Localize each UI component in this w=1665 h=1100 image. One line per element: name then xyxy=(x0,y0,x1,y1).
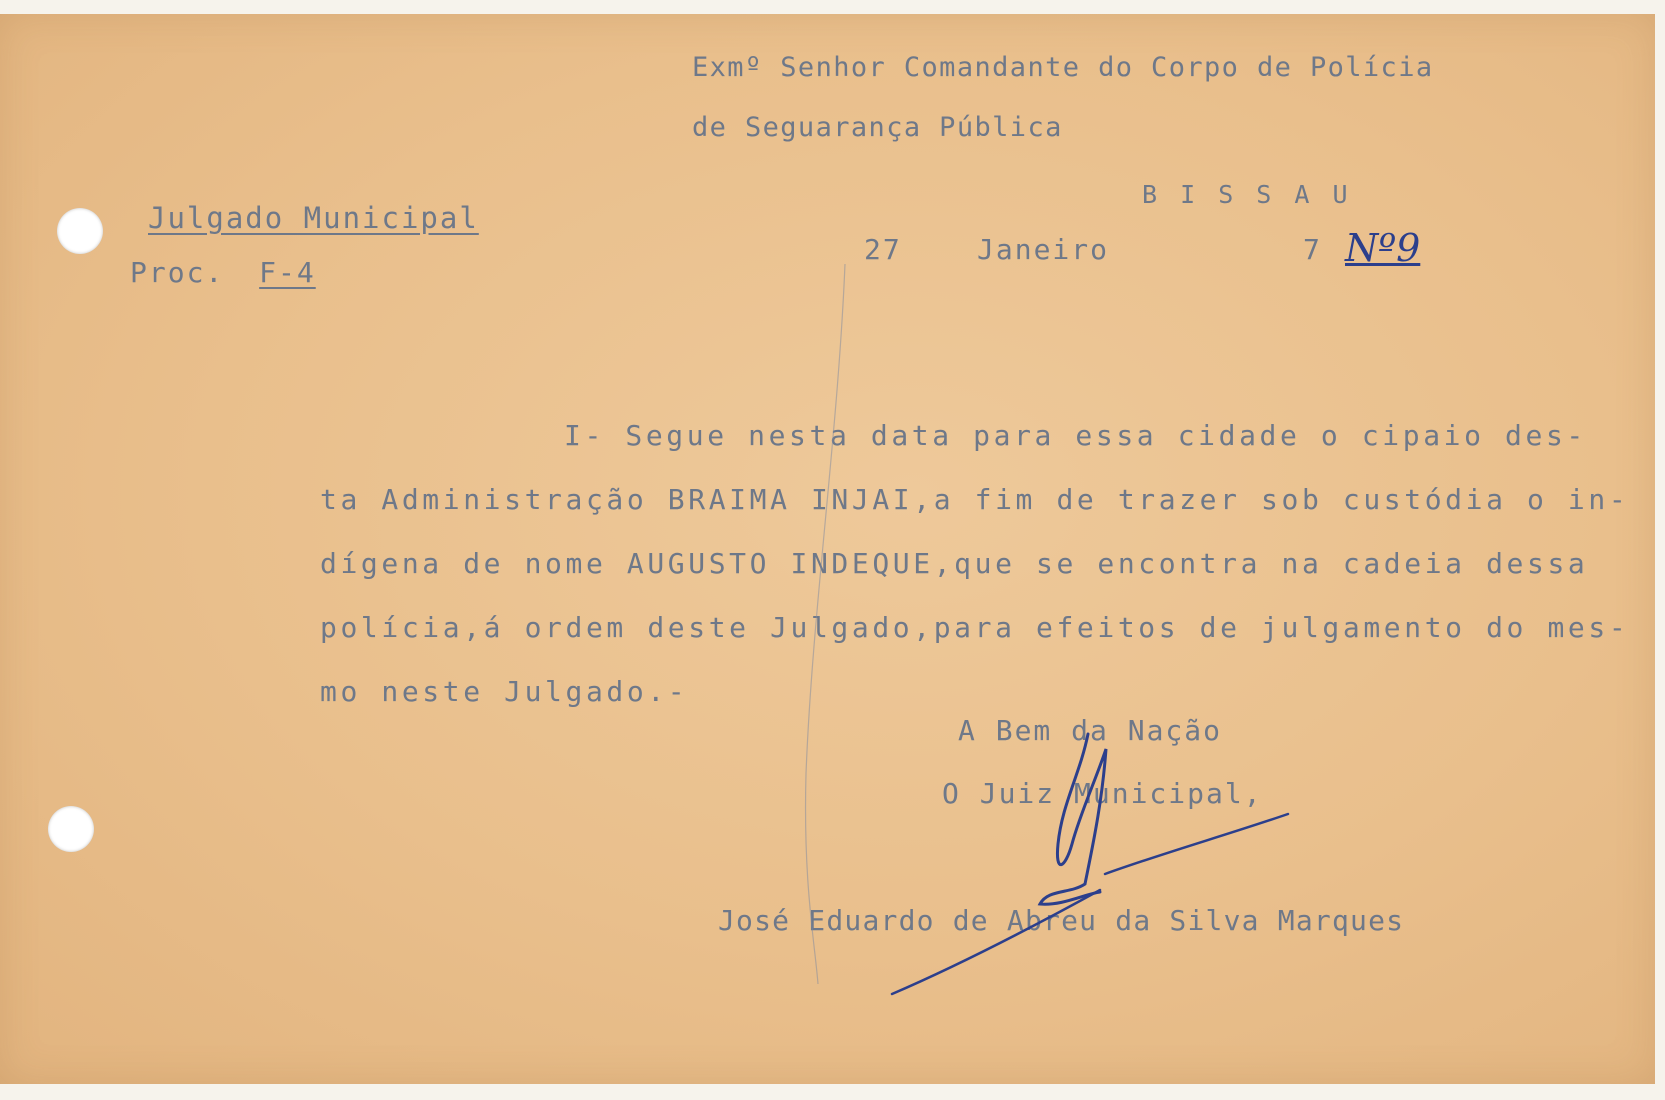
body-line: polícia,á ordem deste Julgado,para efeitos de julgamento do mes- xyxy=(320,611,1630,644)
closing-salutation: A Bem da Nação xyxy=(958,714,1223,747)
handwritten-number: Nº9 xyxy=(1345,226,1421,270)
judge-title: O Juiz Municipal, xyxy=(942,777,1263,810)
letter-page xyxy=(0,14,1655,1084)
date-day: 27 xyxy=(864,233,902,266)
addressee-line-1: Exmº Senhor Comandante do Corpo de Polícia xyxy=(692,52,1434,83)
handwritten-signature xyxy=(0,14,1655,1084)
addressee-line-2: de Seguarança Pública xyxy=(692,112,1063,143)
proc-number: F-4 xyxy=(259,256,316,289)
proc-label: Proc. xyxy=(130,256,225,289)
body-line: ta Administração BRAIMA INJAI,a fim de trazer sob custódia o in- xyxy=(320,483,1630,516)
signatory-name: José Eduardo de Abreu da Silva Marques xyxy=(718,904,1405,937)
body-line: mo neste Julgado.- xyxy=(320,675,689,708)
place-name: B I S S A U xyxy=(1142,180,1352,209)
body-line: dígena de nome AUGUSTO INDEQUE,que se encontra na cadeia dessa xyxy=(320,547,1589,580)
date-month: Janeiro xyxy=(977,233,1110,266)
date-year-fragment: 7 xyxy=(1303,233,1322,266)
office-name: Julgado Municipal xyxy=(148,201,479,235)
body-line: I- Segue nesta data para essa cidade o cipaio des- xyxy=(564,419,1587,452)
